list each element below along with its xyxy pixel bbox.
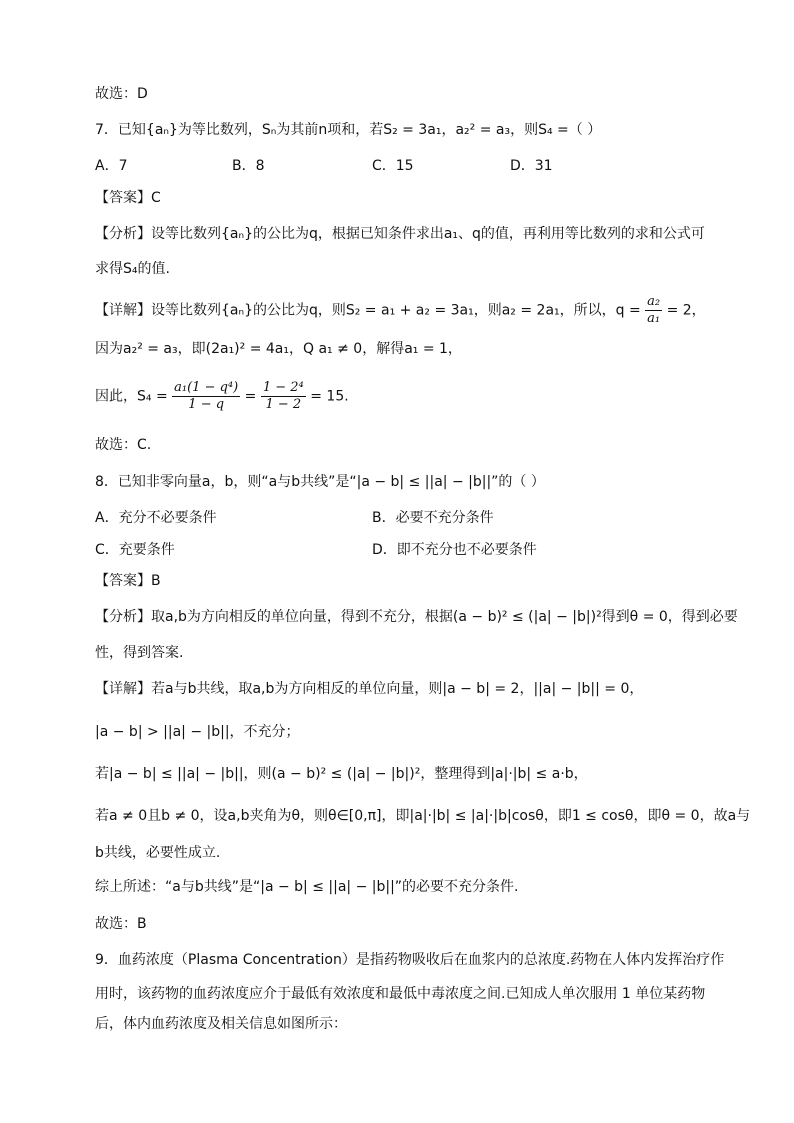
fraction-denominator: 1 − 2 bbox=[265, 397, 302, 412]
q8-analysis-line-2: 性，得到答案. bbox=[95, 645, 184, 661]
q8-detail-line-1: 【详解】若a与b共线，取a,b为方向相反的单位向量，则|a − b| = 2，||a| − |b|| = 0， bbox=[95, 681, 644, 697]
q7-analysis-line-1: 【分析】设等比数列{aₙ}的公比为q，根据已知条件求出a₁、q的值，再利用等比数列的求和公式可 bbox=[95, 226, 705, 242]
q-ratio-fraction bbox=[645, 294, 662, 327]
question-9-line-2: 用时，该药物的血药浓度应介于最低有效浓度和最低中毒浓度之间.已知成人单次服用 1 单位某药物 bbox=[95, 986, 706, 1002]
answer-selection-6: 故选：D bbox=[95, 86, 148, 102]
question-8-stem: 8．已知非零向量a，b，则“a与b共线”是“|a − b| ≤ ||a| − |b||”的（ ） bbox=[95, 474, 545, 490]
q8-option-c: C．充要条件 bbox=[95, 542, 175, 558]
q7-option-a: A．7 bbox=[95, 158, 128, 174]
q8-option-a: A．充分不必要条件 bbox=[95, 510, 217, 526]
equals-sign: = bbox=[244, 388, 257, 405]
sum-value-fraction bbox=[261, 380, 306, 413]
q7-analysis-line-2: 求得S₄的值. bbox=[95, 261, 170, 277]
q8-analysis-line-1: 【分析】取a,b为方向相反的单位向量，得到不充分，根据(a − b)² ≤ (|a| − |b|)²得到θ = 0，得到必要 bbox=[95, 609, 738, 625]
q8-detail-line-4: 若a ≠ 0且b ≠ 0，设a,b夹角为θ，则θ∈[0,π]，即|a|·|b| ≤ |a|·|b|cosθ，即1 ≤ cosθ，即θ = 0，故a与 bbox=[95, 808, 751, 824]
sum-formula-fraction bbox=[172, 380, 240, 413]
sum-result: = 15. bbox=[310, 388, 349, 405]
q8-detail-line-3: 若|a − b| ≤ ||a| − |b||，则(a − b)² ≤ (|a| − |b|)²，整理得到|a|·|b| ≤ a·b， bbox=[95, 766, 588, 782]
q8-detail-line-5: b共线，必要性成立. bbox=[95, 845, 221, 861]
q7-answer: 【答案】C bbox=[95, 190, 161, 206]
question-9-line-1: 9．血药浓度（Plasma Concentration）是指药物吸收后在血浆内的总浓度.药物在人体内发挥治疗作 bbox=[95, 952, 725, 968]
question-7-stem: 7．已知{aₙ}为等比数列，Sₙ为其前n项和，若S₂ = 3a₁，a₂² = a₃，则S₄ =（ ） bbox=[95, 122, 602, 138]
fraction-numerator: a₁(1 − q⁴) bbox=[174, 380, 239, 395]
q7-detail-line-1 bbox=[95, 294, 706, 327]
q7-option-b: B．8 bbox=[232, 158, 265, 174]
q8-option-d: D．即不充分也不必要条件 bbox=[372, 542, 537, 558]
fraction-numerator: 1 − 2⁴ bbox=[262, 380, 304, 395]
fraction-numerator: a₂ bbox=[647, 294, 661, 309]
q8-selection: 故选：B bbox=[95, 916, 147, 932]
q7-option-c: C．15 bbox=[372, 158, 414, 174]
q7-selection: 故选：C. bbox=[95, 437, 152, 453]
fraction-denominator: a₁ bbox=[647, 311, 661, 326]
fraction-denominator: 1 − q bbox=[188, 397, 225, 412]
q7-detail-line-3-text: 因此，S₄ = bbox=[95, 388, 168, 405]
q8-answer: 【答案】B bbox=[95, 573, 161, 589]
question-9-line-3: 后，体内血药浓度及相关信息如图所示： bbox=[95, 1016, 347, 1032]
q8-conclusion: 综上所述：“a与b共线”是“|a − b| ≤ ||a| − |b||”的必要不充分条件. bbox=[95, 879, 519, 895]
q7-detail-line-1-text: 【详解】设等比数列{aₙ}的公比为q，则S₂ = a₁ + a₂ = 3a₁，则a₂ = 2a₁，所以，q = bbox=[95, 302, 641, 319]
q7-detail-line-1-end: = 2， bbox=[666, 302, 706, 319]
q8-option-b: B．必要不充分条件 bbox=[372, 510, 494, 526]
q7-option-d: D．31 bbox=[510, 158, 553, 174]
q8-detail-line-2: |a − b| > ||a| − |b||，不充分； bbox=[95, 724, 300, 740]
q7-detail-line-3 bbox=[95, 380, 349, 413]
q7-detail-line-2: 因为a₂² = a₃，即(2a₁)² = 4a₁，Q a₁ ≠ 0，解得a₁ = 1， bbox=[95, 341, 462, 357]
